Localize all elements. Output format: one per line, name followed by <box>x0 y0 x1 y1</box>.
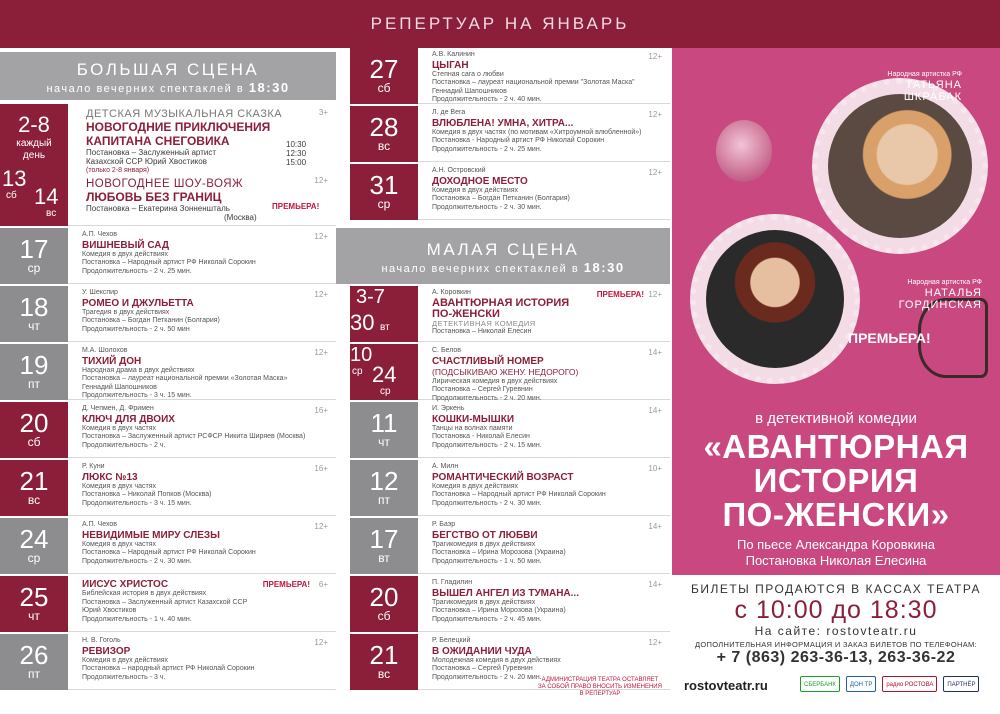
date-number: 21 <box>369 640 399 670</box>
show-info: Постановка – Народный артист РФ Николай Сорокин <box>432 491 606 499</box>
show-info: Постановка – Богдан Петканин (Болгария) <box>82 317 220 325</box>
show-info: Постановка – лауреат национальной премии «Золотая Маска» <box>82 375 288 383</box>
date-number: 17 <box>369 524 399 554</box>
show-author: А.В. Калинин <box>432 51 475 58</box>
show-title: ПО-ЖЕНСКИ <box>432 307 500 320</box>
show-credit: Постановка – Николай Елесин <box>432 328 532 336</box>
poster-credit: По пьесе Александра Коровкина <box>737 537 935 552</box>
schedule-row <box>350 402 670 458</box>
show-info: Постановка – Ирина Морозова (Украина) <box>432 549 566 557</box>
date-cell <box>350 286 418 342</box>
weekday: ср <box>27 551 41 565</box>
weekday: сб <box>377 81 391 95</box>
show-time: 15:00 <box>286 158 307 167</box>
show-info: Степная сага о любви <box>432 70 504 78</box>
show-info: Продолжительность - 3 ч. <box>82 673 166 681</box>
show-title: КАПИТАНА СНЕГОВИКА <box>86 134 230 148</box>
weekday: чт <box>28 609 40 623</box>
date-number: 28 <box>369 112 399 142</box>
age-rating: 16+ <box>314 406 328 415</box>
weekday: сб <box>6 190 17 201</box>
actress-photo-2 <box>706 230 844 368</box>
poison-bottle-icon <box>716 120 772 182</box>
show-title: ВЫШЕЛ АНГЕЛ ИЗ ТУМАНА... <box>432 587 579 599</box>
show-author: Р. Куни <box>82 463 105 470</box>
weekday: пт <box>378 493 390 507</box>
show-author: Р. Белецкий <box>432 637 471 644</box>
date-cell <box>350 48 418 104</box>
phone-info-label: ДОПОЛНИТЕЛЬНАЯ ИНФОРМАЦИЯ И ЗАКАЗ БИЛЕТОВ ПО ТЕЛЕФОНАМ: <box>695 640 977 649</box>
show-title: КЛЮЧ ДЛЯ ДВОИХ <box>82 413 175 425</box>
website-label[interactable]: На сайте: rostovteatr.ru <box>754 624 918 638</box>
show-title: ИИСУС ХРИСТОС <box>82 579 169 590</box>
big-stage-time: 18:30 <box>248 80 290 95</box>
show-info: Трагикомедия в двух действиях <box>432 540 536 548</box>
schedule-row <box>350 460 670 516</box>
age-rating: 12+ <box>314 348 328 357</box>
weekday: ср <box>27 261 41 275</box>
show-info: Комедия в двух действиях <box>82 656 169 664</box>
show-info: Продолжительность - 3 ч. 15 мин. <box>82 392 192 400</box>
show-info: Продолжительность - 2 ч. 30 мин. <box>82 557 192 565</box>
show-info: Постановка – Сергей Гуревнин <box>432 386 533 394</box>
premiere-label: ПРЕМЬЕРА! <box>262 580 310 589</box>
poster-title: ИСТОРИЯ <box>753 462 919 499</box>
weekday: вт <box>378 551 390 565</box>
show-info: Продолжительность - 1 ч. 50 мин. <box>432 557 542 565</box>
radio-rostov-logo: радио РОСТОВА <box>882 676 937 692</box>
date-cell <box>0 460 68 516</box>
actor-first-name: НАТАЛЬЯ <box>924 287 982 299</box>
show-time: 10:30 <box>286 140 307 149</box>
show-info: Танцы на волнах памяти <box>432 424 513 432</box>
date-cell <box>0 634 68 690</box>
date-number: 25 <box>19 582 49 612</box>
weekday: пт <box>28 377 40 391</box>
show-info: Комедия в двух частях <box>82 482 157 490</box>
date-number: 12 <box>369 466 399 496</box>
actor-credit-2 <box>858 278 982 311</box>
show-author: Л. де Вега <box>432 109 466 116</box>
date-number: 26 <box>19 640 49 670</box>
schedule-row <box>350 48 670 104</box>
show-note: (только 2-8 января) <box>86 167 150 174</box>
show-author: У. Шекспир <box>82 289 118 296</box>
show-info: Постановка – лауреат национальной премии "Золотая Маска" <box>432 79 635 87</box>
website-link[interactable]: rostovteatr.ru <box>684 678 768 693</box>
date-cell <box>0 228 68 284</box>
weekday: ср <box>352 366 363 377</box>
date-number: 11 <box>370 408 398 438</box>
small-stage-header <box>336 228 670 284</box>
partner-logo: ПАРТНЁР <box>943 676 979 692</box>
show-genre: ДЕТЕКТИВНАЯ КОМЕДИЯ <box>432 318 536 328</box>
date-cell <box>0 344 68 400</box>
show-title: ЛЮБОВЬ БЕЗ ГРАНИЦ <box>86 190 222 204</box>
age-rating: 12+ <box>314 638 328 647</box>
actor-last-name: ШКРАБАК <box>903 91 962 103</box>
show-info: Постановка – Народный артист РФ Николай Сорокин <box>82 259 256 267</box>
show-info: Продолжительность - 3 ч. 15 мин. <box>82 499 192 507</box>
show-info: Комедия в двух действиях <box>82 250 169 258</box>
age-rating: 3+ <box>318 108 328 117</box>
show-title: ЦЫГАН <box>432 59 469 71</box>
show-title: ТИХИЙ ДОН <box>82 355 142 367</box>
show-title: ВЛЮБЛЕНА! УМНА, ХИТРА... <box>432 117 574 129</box>
don-tr-logo: ДОН ТР <box>846 676 876 692</box>
show-title: ДОХОДНОЕ МЕСТО <box>432 175 528 187</box>
show-credit: Постановка – Заслуженный артист <box>86 148 216 157</box>
age-rating: 14+ <box>648 406 662 415</box>
age-rating: 12+ <box>648 638 662 647</box>
schedule-row <box>0 460 336 516</box>
weekday: чт <box>378 435 390 449</box>
show-info: Постановка – Заслуженный артист РСФСР Никита Ширяев (Москва) <box>82 433 306 441</box>
schedule-row <box>0 576 336 632</box>
date-cell <box>350 460 418 516</box>
date-cell <box>350 164 418 220</box>
big-stage-header <box>0 52 336 100</box>
show-author: А. Коровкин <box>432 289 471 296</box>
show-info: Постановка – Заслуженный артист Казахской ССР <box>82 598 248 606</box>
date-number: 3-7 <box>356 286 385 308</box>
show-title: РОМАНТИЧЕСКИЙ ВОЗРАСТ <box>432 471 574 483</box>
big-stage-name: БОЛЬШАЯ СЦЕНА <box>76 60 260 79</box>
date-number: 24 <box>19 524 49 554</box>
date-number: 21 <box>19 466 49 496</box>
show-title: КОШКИ-МЫШКИ <box>432 413 515 425</box>
schedule-row <box>350 576 670 632</box>
show-info: Геннадий Шапошников <box>432 87 507 95</box>
schedule-row <box>0 286 336 342</box>
show-info: Продолжительность - 2 ч. 25 мин. <box>432 145 542 153</box>
show-info: Продолжительность - 2 ч. 45 мин. <box>432 615 542 623</box>
show-info: Постановка - Народный артист РФ Николай Сорокин <box>432 137 605 145</box>
premiere-label: ПРЕМЬЕРА! <box>596 290 644 299</box>
show-info: Продолжительность - 2 ч. 20 мин. <box>432 673 542 681</box>
new-year-block <box>0 104 336 226</box>
phone-numbers[interactable]: + 7 (863) 263-36-13, 263-36-22 <box>716 649 956 666</box>
weekday: сб <box>377 609 391 623</box>
poster-title: «АВАНТЮРНАЯ <box>703 428 969 465</box>
actress-photo-1 <box>828 94 972 238</box>
sponsor-logos <box>800 676 979 692</box>
age-rating: 6+ <box>318 580 328 589</box>
show-info: Постановка – Народный артист РФ Николай Сорокин <box>82 549 256 557</box>
show-info: Геннадий Шапошников <box>82 383 157 391</box>
show-info: Трагикомедия в двух действиях <box>432 598 536 606</box>
date-2-8 <box>0 104 68 162</box>
date-number: 19 <box>19 350 49 380</box>
show-author: Н. В. Гоголь <box>82 637 121 644</box>
show-title: БЕГСТВО ОТ ЛЮБВИ <box>432 529 538 541</box>
show-info: Комедия в двух частях (по мотивам «Хитроумной влюбленной») <box>432 128 642 136</box>
show-author: Р. Баэр <box>432 521 456 528</box>
small-stage-row <box>350 344 670 400</box>
show-info: Продолжительность - 1 ч. 40 мин. <box>82 615 192 623</box>
age-rating: 12+ <box>648 168 662 177</box>
show-info: Продолжительность - 2 ч. 25 мин. <box>82 267 192 275</box>
show-time: 12:30 <box>286 149 307 158</box>
show-info: Постановка – Сергей Гуревнин <box>432 665 533 673</box>
weekday: чт <box>28 319 40 333</box>
date-number: 20 <box>369 582 399 612</box>
show-title: (ПОДСЫКИВАЮ ЖЕНУ. НЕДОРОГО) <box>432 366 579 377</box>
repertoire-banner: РЕПЕРТУАР НА ЯНВАРЬ <box>0 0 1000 48</box>
actor-last-name: ГОРДИНСКАЯ <box>898 299 982 311</box>
show-title: НОВОГОДНЕЕ ШОУ-ВОЯЖ <box>86 178 244 190</box>
weekday: каждый <box>16 138 52 149</box>
show-info: Комедия в двух действиях <box>432 186 519 194</box>
date-13-14 <box>0 162 68 226</box>
age-rating: 12+ <box>314 176 328 185</box>
age-rating: 12+ <box>314 290 328 299</box>
small-stage-time-label: начало вечерних спектаклей в <box>381 263 580 275</box>
show-info: Юрий Хвостиков <box>82 607 137 615</box>
age-rating: 14+ <box>648 348 662 357</box>
show-info: Продолжительность - 2 ч. 40 мин. <box>432 96 542 104</box>
show-author: А.Н. Островский <box>432 167 486 174</box>
date-number: 31 <box>369 170 399 200</box>
show-genre: ДЕТСКАЯ МУЗЫКАЛЬНАЯ СКАЗКА <box>86 108 283 120</box>
date-number: 14 <box>34 184 59 209</box>
show-author: Д. Чепмен, Д. Фримен <box>82 405 154 412</box>
date-cell <box>0 402 68 458</box>
small-stage-row <box>350 286 670 342</box>
show-author: А. Милн <box>432 463 459 470</box>
date-cell <box>350 402 418 458</box>
age-rating: 12+ <box>648 290 662 299</box>
date-cell <box>0 576 68 632</box>
show-info: Продолжительность - 2 ч. 50 мин <box>82 325 190 333</box>
age-rating: 12+ <box>314 522 328 531</box>
show-title: ЛЮКС №13 <box>82 471 138 483</box>
admin-note: АДМИНИСТРАЦИЯ ТЕАТРА ОСТАВЛЯЕТ ЗА СОБОЙ ПРАВО ВНОСИТЬ ИЗМЕНЕНИЯ В РЕПЕРТУАР <box>538 677 662 697</box>
weekday: вс <box>46 208 57 219</box>
date-number: 10 <box>350 344 373 366</box>
show-info: Постановка – Богдан Петканин (Болгария) <box>432 195 570 203</box>
show-title: НЕВИДИМЫЕ МИРУ СЛЕЗЫ <box>82 529 220 541</box>
actor-credit-1 <box>842 70 962 103</box>
age-rating: 12+ <box>314 232 328 241</box>
date-cell <box>350 106 418 162</box>
weekday: вс <box>377 667 391 681</box>
date-cell <box>350 344 418 400</box>
date-number: 2-8 <box>18 112 50 137</box>
premiere-label: ПРЕМЬЕРА! <box>272 202 320 211</box>
show-info: Постановка – Ирина Морозова (Украина) <box>432 607 566 615</box>
show-info: Народная драма в двух действиях <box>82 366 195 374</box>
age-rating: 14+ <box>648 580 662 589</box>
show-author: М.А. Шолохов <box>82 347 128 354</box>
show-title: РОМЕО И ДЖУЛЬЕТТА <box>82 297 194 309</box>
schedule-row <box>0 344 336 400</box>
show-info: Библейская история в двух действиях <box>82 590 207 597</box>
poster-title: ПО-ЖЕНСКИ» <box>722 496 950 533</box>
show-title: АВАНТЮРНАЯ ИСТОРИЯ <box>432 296 570 309</box>
show-info: Постановка - Николай Елесин <box>432 433 530 441</box>
small-stage-name: МАЛАЯ СЦЕНА <box>426 240 580 259</box>
actor-rank: Народная артистка РФ <box>907 279 982 286</box>
schedule-row <box>0 634 336 690</box>
premiere-poster <box>672 48 1000 575</box>
show-info: Постановка – народный артист РФ Николай Сорокин <box>82 665 255 673</box>
show-info: Продолжительность - 2 ч. 15 мин. <box>432 441 542 449</box>
weekday: день <box>22 150 46 161</box>
weekday: пт <box>28 667 40 681</box>
sberbank-logo: СБЕРБАНК <box>800 676 840 692</box>
date-number: 18 <box>19 292 49 322</box>
show-author: П. Гладилин <box>432 579 473 586</box>
show-credit: Постановка – Екатерина Зонненшталь <box>86 204 230 213</box>
age-rating: 12+ <box>648 110 662 119</box>
show-title: СЧАСТЛИВЫЙ НОМЕР <box>432 355 544 367</box>
date-cell <box>350 576 418 632</box>
show-title: НОВОГОДНИЕ ПРИКЛЮЧЕНИЯ <box>86 120 271 134</box>
show-info: Комедия в двух частях <box>82 540 157 548</box>
tickets-heading: БИЛЕТЫ ПРОДАЮТСЯ В КАССАХ ТЕАТРА <box>690 582 982 596</box>
show-info: Молодежная комедия в двух действиях <box>432 656 561 664</box>
show-title: ВИШНЕВЫЙ САД <box>82 239 170 251</box>
show-info: Лирическая комедия в двух действиях <box>432 377 558 385</box>
date-number: 20 <box>19 408 49 438</box>
show-author: А.П. Чехов <box>82 521 117 528</box>
show-info: Трагедия в двух действиях <box>82 308 170 316</box>
date-number: 30 <box>350 310 375 335</box>
date-cell <box>0 286 68 342</box>
show-info: Постановка – Николай Попков (Москва) <box>82 491 212 499</box>
date-number: 13 <box>2 166 27 191</box>
show-credit: (Москва) <box>224 213 257 222</box>
show-author: С. Белов <box>432 347 461 354</box>
big-stage-time-label: начало вечерних спектаклей в <box>46 83 245 95</box>
weekday: вс <box>27 493 41 507</box>
actor-first-name: ТАТЬЯНА <box>905 79 962 91</box>
show-credit: Казахской ССР Юрий Хвостиков <box>86 157 207 166</box>
show-title: В ОЖИДАНИИ ЧУДА <box>432 645 532 657</box>
schedule-row <box>350 106 670 162</box>
poster-premiere: ПРЕМЬЕРА! <box>848 330 931 346</box>
weekday: вт <box>380 322 390 333</box>
date-cell <box>0 518 68 574</box>
schedule-row <box>0 402 336 458</box>
date-cell <box>350 518 418 574</box>
weekday: вс <box>377 139 391 153</box>
show-info: Продолжительность - 2 ч. 30 мин. <box>432 499 542 507</box>
schedule-row <box>350 164 670 220</box>
age-rating: 14+ <box>648 522 662 531</box>
weekday: ср <box>380 386 391 397</box>
age-rating: 12+ <box>648 52 662 61</box>
weekday: сб <box>27 435 41 449</box>
show-info: Комедия в двух частях <box>82 424 157 432</box>
schedule-row <box>350 518 670 574</box>
poster-genre: в детективной комедии <box>755 410 917 427</box>
show-info: Продолжительность - 2 ч. 30 мин. <box>432 203 542 211</box>
age-rating: 10+ <box>648 464 662 473</box>
date-number: 17 <box>19 234 49 264</box>
box-office-hours: с 10:00 до 18:30 <box>734 596 938 624</box>
date-cell <box>350 634 418 690</box>
weekday: ср <box>377 197 391 211</box>
show-info: Комедия в двух действиях <box>432 482 519 490</box>
schedule-row <box>0 518 336 574</box>
actor-rank: Народная артистка РФ <box>887 71 962 78</box>
tickets-info <box>672 576 1000 714</box>
date-number: 24 <box>372 362 397 387</box>
show-info: Продолжительность - 2 ч. <box>82 441 166 449</box>
show-author: И. Эркень <box>432 405 465 412</box>
date-number: 27 <box>369 54 399 84</box>
poster-credit: Постановка Николая Елесина <box>745 553 927 568</box>
small-stage-time: 18:30 <box>583 260 625 275</box>
schedule-row <box>0 228 336 284</box>
show-title: РЕВИЗОР <box>82 645 131 657</box>
age-rating: 16+ <box>314 464 328 473</box>
show-info: Продолжительность - 2 ч. 20 мин. <box>432 394 542 402</box>
show-author: А.П. Чехов <box>82 231 117 238</box>
